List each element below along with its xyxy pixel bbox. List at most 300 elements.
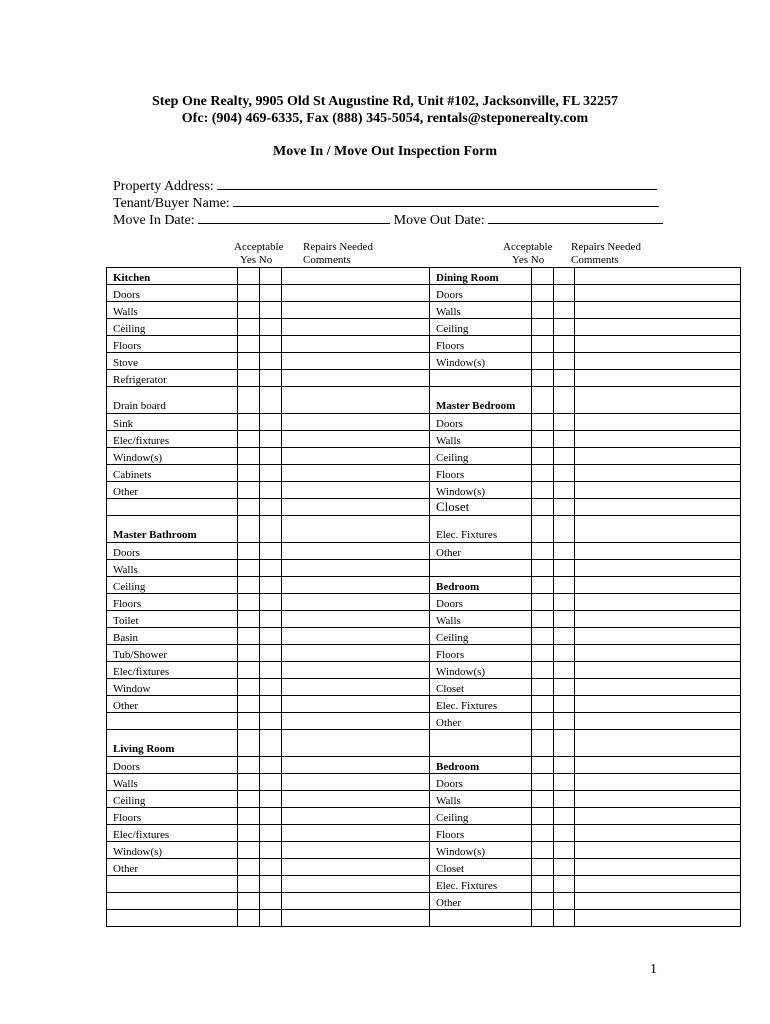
comments-field-left[interactable] <box>282 859 430 876</box>
no-checkbox-right[interactable] <box>554 448 575 465</box>
table-row <box>107 319 741 336</box>
item-label-right: Elec. Fixtures <box>430 876 532 893</box>
item-label-right: Doors <box>430 774 532 791</box>
comments-field-right[interactable] <box>575 414 741 431</box>
comments-field-right[interactable] <box>575 876 741 893</box>
item-label-left <box>107 876 238 893</box>
room-heading-right: Dining Room <box>430 268 532 285</box>
item-label-right: Walls <box>430 611 532 628</box>
comments-field-left[interactable] <box>282 516 430 543</box>
table-row <box>107 893 741 910</box>
yes-checkbox-right[interactable] <box>532 302 554 319</box>
yes-checkbox-right[interactable] <box>532 336 554 353</box>
room-heading-left: Kitchen <box>107 268 238 285</box>
comments-field-left[interactable] <box>282 577 430 594</box>
comments-field-left[interactable] <box>282 791 430 808</box>
comments-field-left[interactable] <box>282 679 430 696</box>
yes-checkbox-right[interactable] <box>532 516 554 543</box>
comments-field-left[interactable] <box>282 285 430 302</box>
no-checkbox-right[interactable] <box>554 302 575 319</box>
no-checkbox-right[interactable] <box>554 577 575 594</box>
comments-field-left[interactable] <box>282 387 430 414</box>
comments-field-left[interactable] <box>282 910 430 927</box>
comments-field-left[interactable] <box>282 774 430 791</box>
company-address-line: Step One Realty, 9905 Old St Augustine Rd, Unit #102, Jacksonville, FL 32257 <box>152 94 618 109</box>
no-checkbox-left[interactable] <box>260 876 282 893</box>
table-row <box>107 662 741 679</box>
no-checkbox-left[interactable] <box>260 268 282 285</box>
no-checkbox-right[interactable] <box>554 774 575 791</box>
item-label-left: Floors <box>107 594 238 611</box>
comments-field-right[interactable] <box>575 577 741 594</box>
acceptable-header-right: Acceptable Yes No <box>503 241 553 266</box>
yes-checkbox-left[interactable] <box>238 387 260 414</box>
table-row <box>107 285 741 302</box>
comments-field-left[interactable] <box>282 713 430 730</box>
yes-checkbox-left[interactable] <box>238 516 260 543</box>
yes-checkbox-left[interactable] <box>238 594 260 611</box>
move-out-date-label: Move Out Date: <box>393 213 485 228</box>
yes-checkbox-right[interactable] <box>532 774 554 791</box>
comments-field-right[interactable] <box>575 560 741 577</box>
comments-field-right[interactable] <box>575 713 741 730</box>
no-checkbox-right[interactable] <box>554 268 575 285</box>
table-row <box>107 577 741 594</box>
comments-field-left[interactable] <box>282 414 430 431</box>
no-checkbox-left[interactable] <box>260 431 282 448</box>
no-checkbox-right[interactable] <box>554 594 575 611</box>
yes-checkbox-right[interactable] <box>532 482 554 499</box>
comments-field-left[interactable] <box>282 611 430 628</box>
comments-field-right[interactable] <box>575 336 741 353</box>
item-label-left <box>107 713 238 730</box>
yes-checkbox-right[interactable] <box>532 448 554 465</box>
no-checkbox-left[interactable] <box>260 516 282 543</box>
no-checkbox-left[interactable] <box>260 893 282 910</box>
yes-checkbox-left[interactable] <box>238 808 260 825</box>
no-checkbox-right[interactable] <box>554 713 575 730</box>
no-checkbox-right[interactable] <box>554 893 575 910</box>
yes-checkbox-right[interactable] <box>532 876 554 893</box>
comments-field-left[interactable] <box>282 842 430 859</box>
comments-field-left[interactable] <box>282 370 430 387</box>
no-checkbox-right[interactable] <box>554 662 575 679</box>
yes-checkbox-left[interactable] <box>238 336 260 353</box>
comments-field-left[interactable] <box>282 696 430 713</box>
item-label-right: Closet <box>430 499 532 516</box>
yes-checkbox-left[interactable] <box>238 679 260 696</box>
comments-field-right[interactable] <box>575 859 741 876</box>
comments-field-right[interactable] <box>575 611 741 628</box>
yes-checkbox-right[interactable] <box>532 645 554 662</box>
table-row <box>107 414 741 431</box>
item-label-left: Elec/fixtures <box>107 662 238 679</box>
item-label-right: Walls <box>430 791 532 808</box>
yes-checkbox-left[interactable] <box>238 560 260 577</box>
yes-checkbox-right[interactable] <box>532 543 554 560</box>
item-label-right: Closet <box>430 679 532 696</box>
yes-checkbox-left[interactable] <box>238 774 260 791</box>
comments-field-right[interactable] <box>575 696 741 713</box>
yes-checkbox-left[interactable] <box>238 431 260 448</box>
item-label-left: Walls <box>107 560 238 577</box>
table-row <box>107 696 741 713</box>
property-address-label: Property Address: <box>113 179 214 194</box>
comments-field-left[interactable] <box>282 465 430 482</box>
comments-field-left[interactable] <box>282 893 430 910</box>
yes-checkbox-right[interactable] <box>532 808 554 825</box>
no-checkbox-right[interactable] <box>554 336 575 353</box>
yes-checkbox-left[interactable] <box>238 696 260 713</box>
no-checkbox-right[interactable] <box>554 499 575 516</box>
yes-checkbox-left[interactable] <box>238 465 260 482</box>
comments-field-right[interactable] <box>575 482 741 499</box>
table-row <box>107 543 741 560</box>
inspection-table <box>106 267 741 927</box>
yes-checkbox-right[interactable] <box>532 465 554 482</box>
yes-checkbox-right[interactable] <box>532 893 554 910</box>
table-row <box>107 353 741 370</box>
yes-checkbox-right[interactable] <box>532 611 554 628</box>
item-label-right: Other <box>430 713 532 730</box>
no-checkbox-left[interactable] <box>260 808 282 825</box>
comments-field-left[interactable] <box>282 482 430 499</box>
comments-field-right[interactable] <box>575 757 741 774</box>
no-checkbox-left[interactable] <box>260 730 282 757</box>
comments-field-left[interactable] <box>282 499 430 516</box>
no-checkbox-left[interactable] <box>260 713 282 730</box>
yes-checkbox-right[interactable] <box>532 679 554 696</box>
no-checkbox-right[interactable] <box>554 465 575 482</box>
item-label-left: Ceiling <box>107 319 238 336</box>
comments-field-right[interactable] <box>575 516 741 543</box>
no-checkbox-left[interactable] <box>260 560 282 577</box>
yes-checkbox-left[interactable] <box>238 302 260 319</box>
no-checkbox-right[interactable] <box>554 431 575 448</box>
table-row <box>107 808 741 825</box>
item-label-right: Doors <box>430 594 532 611</box>
table-row <box>107 910 741 927</box>
yes-checkbox-right[interactable] <box>532 414 554 431</box>
item-label-right: Window(s) <box>430 482 532 499</box>
table-row <box>107 842 741 859</box>
comments-field-right[interactable] <box>575 543 741 560</box>
comments-field-right[interactable] <box>575 465 741 482</box>
item-label-right: Other <box>430 893 532 910</box>
no-checkbox-left[interactable] <box>260 482 282 499</box>
no-checkbox-left[interactable] <box>260 859 282 876</box>
comments-field-left[interactable] <box>282 336 430 353</box>
item-label-left: Floors <box>107 808 238 825</box>
no-checkbox-left[interactable] <box>260 448 282 465</box>
no-checkbox-right[interactable] <box>554 645 575 662</box>
yes-checkbox-right[interactable] <box>532 370 554 387</box>
item-label-right: Walls <box>430 431 532 448</box>
no-checkbox-right[interactable] <box>554 285 575 302</box>
table-row <box>107 336 741 353</box>
comments-field-right[interactable] <box>575 679 741 696</box>
yes-checkbox-left[interactable] <box>238 414 260 431</box>
item-label-left: Doors <box>107 285 238 302</box>
comments-field-right[interactable] <box>575 302 741 319</box>
item-label-left: Drain board <box>107 387 238 414</box>
comments-field-right[interactable] <box>575 594 741 611</box>
table-row <box>107 516 741 543</box>
no-checkbox-left[interactable] <box>260 791 282 808</box>
item-label-right: Window(s) <box>430 842 532 859</box>
no-checkbox-right[interactable] <box>554 825 575 842</box>
comments-field-right[interactable] <box>575 645 741 662</box>
no-checkbox-right[interactable] <box>554 353 575 370</box>
item-label-right: Ceiling <box>430 808 532 825</box>
comments-field-left[interactable] <box>282 757 430 774</box>
comments-field-right[interactable] <box>575 268 741 285</box>
no-checkbox-right[interactable] <box>554 757 575 774</box>
no-checkbox-left[interactable] <box>260 611 282 628</box>
yes-checkbox-right[interactable] <box>532 499 554 516</box>
comments-field-left[interactable] <box>282 808 430 825</box>
yes-checkbox-left[interactable] <box>238 543 260 560</box>
move-in-date-label: Move In Date: <box>113 213 195 228</box>
no-checkbox-right[interactable] <box>554 387 575 414</box>
yes-checkbox-right[interactable] <box>532 560 554 577</box>
yes-checkbox-right[interactable] <box>532 628 554 645</box>
item-label-right: Floors <box>430 645 532 662</box>
comments-field-left[interactable] <box>282 560 430 577</box>
yes-checkbox-left[interactable] <box>238 628 260 645</box>
move-in-date-field[interactable] <box>198 210 390 224</box>
yes-checkbox-right[interactable] <box>532 431 554 448</box>
yes-checkbox-right[interactable] <box>532 696 554 713</box>
no-checkbox-left[interactable] <box>260 696 282 713</box>
item-label-left: Cabinets <box>107 465 238 482</box>
comments-field-right[interactable] <box>575 842 741 859</box>
no-checkbox-left[interactable] <box>260 302 282 319</box>
yes-checkbox-right[interactable] <box>532 842 554 859</box>
no-checkbox-right[interactable] <box>554 414 575 431</box>
no-checkbox-left[interactable] <box>260 645 282 662</box>
comments-field-left[interactable] <box>282 353 430 370</box>
no-checkbox-right[interactable] <box>554 370 575 387</box>
item-label-right: Closet <box>430 859 532 876</box>
yes-checkbox-left[interactable] <box>238 577 260 594</box>
yes-checkbox-left[interactable] <box>238 645 260 662</box>
no-checkbox-left[interactable] <box>260 543 282 560</box>
yes-checkbox-left[interactable] <box>238 499 260 516</box>
tenant-name-field[interactable] <box>233 193 659 207</box>
item-label-left: Other <box>107 696 238 713</box>
no-checkbox-left[interactable] <box>260 842 282 859</box>
yes-checkbox-right[interactable] <box>532 910 554 927</box>
room-heading-right: Bedroom <box>430 577 532 594</box>
no-checkbox-right[interactable] <box>554 543 575 560</box>
no-checkbox-left[interactable] <box>260 774 282 791</box>
yes-checkbox-left[interactable] <box>238 353 260 370</box>
no-checkbox-right[interactable] <box>554 859 575 876</box>
comments-field-right[interactable] <box>575 370 741 387</box>
yes-checkbox-left[interactable] <box>238 319 260 336</box>
comments-field-right[interactable] <box>575 791 741 808</box>
comments-field-right[interactable] <box>575 431 741 448</box>
comments-field-right[interactable] <box>575 825 741 842</box>
comments-field-left[interactable] <box>282 268 430 285</box>
comments-field-right[interactable] <box>575 662 741 679</box>
no-checkbox-left[interactable] <box>260 825 282 842</box>
yes-checkbox-left[interactable] <box>238 825 260 842</box>
item-label-left <box>107 893 238 910</box>
no-checkbox-left[interactable] <box>260 662 282 679</box>
no-checkbox-left[interactable] <box>260 679 282 696</box>
table-row <box>107 757 741 774</box>
comments-field-left[interactable] <box>282 448 430 465</box>
no-checkbox-left[interactable] <box>260 414 282 431</box>
yes-checkbox-left[interactable] <box>238 285 260 302</box>
yes-checkbox-left[interactable] <box>238 482 260 499</box>
item-label-left: Window <box>107 679 238 696</box>
comments-field-left[interactable] <box>282 319 430 336</box>
no-checkbox-right[interactable] <box>554 910 575 927</box>
comments-field-left[interactable] <box>282 730 430 757</box>
table-row <box>107 774 741 791</box>
comments-field-right[interactable] <box>575 628 741 645</box>
yes-checkbox-right[interactable] <box>532 791 554 808</box>
yes-checkbox-left[interactable] <box>238 876 260 893</box>
yes-checkbox-left[interactable] <box>238 713 260 730</box>
item-label-right <box>430 370 532 387</box>
item-label-right: Floors <box>430 336 532 353</box>
comments-field-left[interactable] <box>282 825 430 842</box>
property-address-field[interactable] <box>217 176 657 190</box>
no-checkbox-right[interactable] <box>554 611 575 628</box>
table-row <box>107 876 741 893</box>
no-checkbox-left[interactable] <box>260 370 282 387</box>
no-checkbox-right[interactable] <box>554 730 575 757</box>
comments-field-left[interactable] <box>282 543 430 560</box>
no-checkbox-right[interactable] <box>554 560 575 577</box>
table-row <box>107 713 741 730</box>
no-checkbox-right[interactable] <box>554 808 575 825</box>
yes-checkbox-right[interactable] <box>532 713 554 730</box>
yes-checkbox-right[interactable] <box>532 594 554 611</box>
no-checkbox-right[interactable] <box>554 696 575 713</box>
comments-field-right[interactable] <box>575 353 741 370</box>
item-label-left: Doors <box>107 543 238 560</box>
no-checkbox-left[interactable] <box>260 757 282 774</box>
item-label-right <box>430 910 532 927</box>
no-checkbox-left[interactable] <box>260 353 282 370</box>
room-heading-left: Master Bathroom <box>107 516 238 543</box>
yes-checkbox-left[interactable] <box>238 859 260 876</box>
comments-field-right[interactable] <box>575 730 741 757</box>
yes-checkbox-left[interactable] <box>238 842 260 859</box>
no-checkbox-left[interactable] <box>260 336 282 353</box>
item-label-right: Window(s) <box>430 353 532 370</box>
company-contact-line: Ofc: (904) 469-6335, Fax (888) 345-5054, rentals@steponerealty.com <box>181 111 589 126</box>
comments-field-left[interactable] <box>282 302 430 319</box>
yes-checkbox-left[interactable] <box>238 370 260 387</box>
comments-field-right[interactable] <box>575 499 741 516</box>
yes-checkbox-right[interactable] <box>532 268 554 285</box>
comments-field-left[interactable] <box>282 645 430 662</box>
table-row <box>107 482 741 499</box>
yes-checkbox-right[interactable] <box>532 353 554 370</box>
yes-checkbox-right[interactable] <box>532 387 554 414</box>
no-checkbox-right[interactable] <box>554 791 575 808</box>
yes-checkbox-left[interactable] <box>238 730 260 757</box>
comments-field-left[interactable] <box>282 662 430 679</box>
item-label-right: Walls <box>430 302 532 319</box>
yes-checkbox-left[interactable] <box>238 893 260 910</box>
item-label-left <box>107 499 238 516</box>
yes-checkbox-left[interactable] <box>238 611 260 628</box>
no-checkbox-right[interactable] <box>554 842 575 859</box>
yes-checkbox-right[interactable] <box>532 662 554 679</box>
comments-field-right[interactable] <box>575 319 741 336</box>
yes-checkbox-left[interactable] <box>238 757 260 774</box>
comments-field-left[interactable] <box>282 431 430 448</box>
item-label-left: Floors <box>107 336 238 353</box>
no-checkbox-left[interactable] <box>260 594 282 611</box>
item-label-right: Doors <box>430 414 532 431</box>
comments-field-right[interactable] <box>575 285 741 302</box>
comments-field-left[interactable] <box>282 594 430 611</box>
table-row <box>107 611 741 628</box>
no-checkbox-left[interactable] <box>260 387 282 414</box>
comments-field-right[interactable] <box>575 774 741 791</box>
move-out-date-field[interactable] <box>488 210 663 224</box>
yes-checkbox-right[interactable] <box>532 757 554 774</box>
yes-checkbox-right[interactable] <box>532 825 554 842</box>
table-row <box>107 268 741 285</box>
comments-field-right[interactable] <box>575 893 741 910</box>
no-checkbox-left[interactable] <box>260 910 282 927</box>
comments-field-right[interactable] <box>575 448 741 465</box>
no-checkbox-left[interactable] <box>260 577 282 594</box>
yes-checkbox-right[interactable] <box>532 730 554 757</box>
yes-checkbox-left[interactable] <box>238 448 260 465</box>
no-checkbox-right[interactable] <box>554 482 575 499</box>
no-checkbox-right[interactable] <box>554 628 575 645</box>
yes-checkbox-left[interactable] <box>238 910 260 927</box>
yes-checkbox-left[interactable] <box>238 268 260 285</box>
comments-field-left[interactable] <box>282 628 430 645</box>
yes-checkbox-right[interactable] <box>532 577 554 594</box>
yes-checkbox-right[interactable] <box>532 285 554 302</box>
no-checkbox-right[interactable] <box>554 876 575 893</box>
comments-field-right[interactable] <box>575 808 741 825</box>
item-label-left <box>107 910 238 927</box>
no-checkbox-left[interactable] <box>260 465 282 482</box>
item-label-left: Doors <box>107 757 238 774</box>
comments-field-right[interactable] <box>575 910 741 927</box>
comments-field-left[interactable] <box>282 876 430 893</box>
no-checkbox-left[interactable] <box>260 285 282 302</box>
item-label-right: Floors <box>430 825 532 842</box>
item-label-left: Window(s) <box>107 842 238 859</box>
no-checkbox-right[interactable] <box>554 679 575 696</box>
no-checkbox-right[interactable] <box>554 516 575 543</box>
yes-checkbox-right[interactable] <box>532 319 554 336</box>
comments-field-right[interactable] <box>575 387 741 414</box>
yes-checkbox-right[interactable] <box>532 859 554 876</box>
no-checkbox-left[interactable] <box>260 628 282 645</box>
no-checkbox-right[interactable] <box>554 319 575 336</box>
yes-checkbox-left[interactable] <box>238 662 260 679</box>
yes-checkbox-left[interactable] <box>238 791 260 808</box>
item-label-right: Ceiling <box>430 628 532 645</box>
no-checkbox-left[interactable] <box>260 499 282 516</box>
no-checkbox-left[interactable] <box>260 319 282 336</box>
